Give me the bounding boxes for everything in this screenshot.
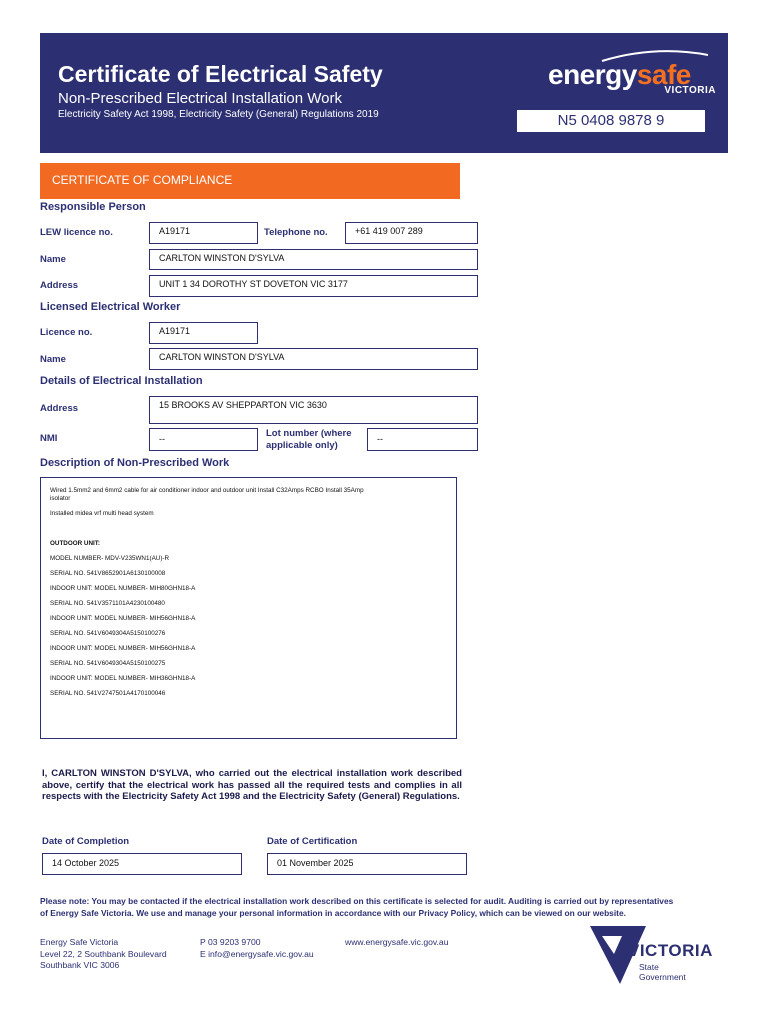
description-line: Installed midea vrf multi head system	[50, 510, 154, 517]
certificate-number: N5 0408 9878 9	[516, 109, 706, 133]
footer-org: Energy Safe Victoria	[40, 937, 119, 947]
description-line: Wired 1.5mm2 and 6mm2 cable for air conditioner indoor and outdoor unit Install C32Amps RCBO Install 35Amp	[50, 487, 364, 494]
footer-address-line-2: Southbank VIC 3006	[40, 960, 120, 970]
declaration-text: I, CARLTON WINSTON D'SYLVA, who carried out the electrical installation work described above, certify that the electrical work has passed all the required tests and complies in all respects with the Electricity Safety Act 1998 and the Electricity Safety (General) Regulations.	[42, 768, 462, 802]
description-line: SERIAL NO. 541V8652901A6130100008	[50, 570, 166, 577]
responsible-address-field: UNIT 1 34 DOROTHY ST DOVETON VIC 3177	[149, 275, 478, 297]
footer-phone: P 03 9203 9700	[200, 937, 261, 947]
nmi-label: NMI	[40, 433, 58, 444]
responsible-person-heading: Responsible Person	[40, 201, 146, 213]
description-box	[40, 477, 457, 739]
worker-licence-label: Licence no.	[40, 327, 93, 338]
description-line: SERIAL NO. 541V6049304A5150100275	[50, 660, 166, 667]
description-line: isolator	[50, 495, 71, 502]
worker-licence-field: A19171	[149, 322, 258, 344]
logo-victoria-text: VICTORIA	[664, 85, 716, 96]
certification-date-label: Date of Certification	[267, 836, 358, 847]
description-line: INDOOR UNIT: MODEL NUMBER- MIH56GHN18-A	[50, 615, 196, 622]
compliance-banner-text: CERTIFICATE OF COMPLIANCE	[52, 173, 233, 187]
description-heading: Description of Non-Prescribed Work	[40, 457, 230, 469]
installation-address-label: Address	[40, 403, 79, 414]
description-line: SERIAL NO. 541V2747501A4170100046	[50, 690, 166, 697]
energysafe-logo	[548, 53, 716, 97]
description-line: INDOOR UNIT: MODEL NUMBER- MIH56GHN18-A	[50, 645, 196, 652]
footer-contact	[200, 937, 314, 960]
footer-address	[40, 937, 167, 972]
completion-date-label: Date of Completion	[42, 836, 130, 847]
state-government-text: State Government	[639, 962, 686, 982]
certificate-title: Certificate of Electrical Safety	[58, 61, 383, 87]
lew-licence-field: A19171	[149, 222, 258, 244]
certificate-header	[40, 33, 728, 153]
licensed-worker-heading: Licensed Electrical Worker	[40, 301, 181, 313]
lot-number-label: Lot number (where applicable only)	[266, 428, 352, 451]
telephone-label: Telephone no.	[264, 227, 328, 238]
victoria-word: VICTORIA	[628, 941, 713, 960]
privacy-note: Please note: You may be contacted if the electrical installation work described on this certificate is selected for audit. Auditing is carried out by representatives of Energy Safe Victoria. We use and manage your personal information in accordance with our Privacy Policy, which can be viewed on our website.	[40, 896, 674, 918]
logo-energy-text: energy	[548, 59, 637, 90]
installation-address-field: 15 BROOKS AV SHEPPARTON VIC 3630	[149, 396, 478, 424]
victoria-government-logo	[588, 924, 713, 986]
lot-number-field: --	[367, 428, 478, 451]
installation-heading: Details of Electrical Installation	[40, 375, 203, 387]
footer-email: E info@energysafe.vic.gov.au	[200, 948, 314, 959]
logo-safe-text: safe	[636, 59, 691, 90]
nmi-field: --	[149, 428, 258, 451]
description-line: MODEL NUMBER- MDV-V235WN1(AU)-R	[50, 555, 170, 562]
legislation-reference: Electricity Safety Act 1998, Electricity Safety (General) Regulations 2019	[58, 109, 379, 120]
footer-address-line-1: Level 22, 2 Southbank Boulevard	[40, 948, 167, 959]
description-line: SERIAL NO. 541V3571101A4230100480	[50, 600, 165, 607]
responsible-name-field: CARLTON WINSTON D'SYLVA	[149, 249, 478, 270]
description-line: OUTDOOR UNIT:	[50, 540, 101, 547]
responsible-name-label: Name	[40, 254, 66, 265]
worker-name-field: CARLTON WINSTON D'SYLVA	[149, 348, 478, 370]
compliance-banner	[40, 163, 460, 199]
description-line: SERIAL NO. 541V6049304A5150100276	[50, 630, 166, 637]
footer-website: www.energysafe.vic.gov.au	[345, 937, 449, 947]
telephone-field: +61 419 007 289	[345, 222, 478, 244]
responsible-address-label: Address	[40, 280, 79, 291]
completion-date-field: 14 October 2025	[42, 853, 242, 875]
worker-name-label: Name	[40, 354, 66, 365]
certificate-subtitle: Non-Prescribed Electrical Installation Work	[58, 90, 342, 107]
lew-licence-label: LEW licence no.	[40, 227, 113, 238]
certification-date-field: 01 November 2025	[267, 853, 467, 875]
description-line: INDOOR UNIT: MODEL NUMBER- MIH80GHN18-A	[50, 585, 196, 592]
description-line: INDOOR UNIT: MODEL NUMBER- MIH36GHN18-A	[50, 675, 196, 682]
